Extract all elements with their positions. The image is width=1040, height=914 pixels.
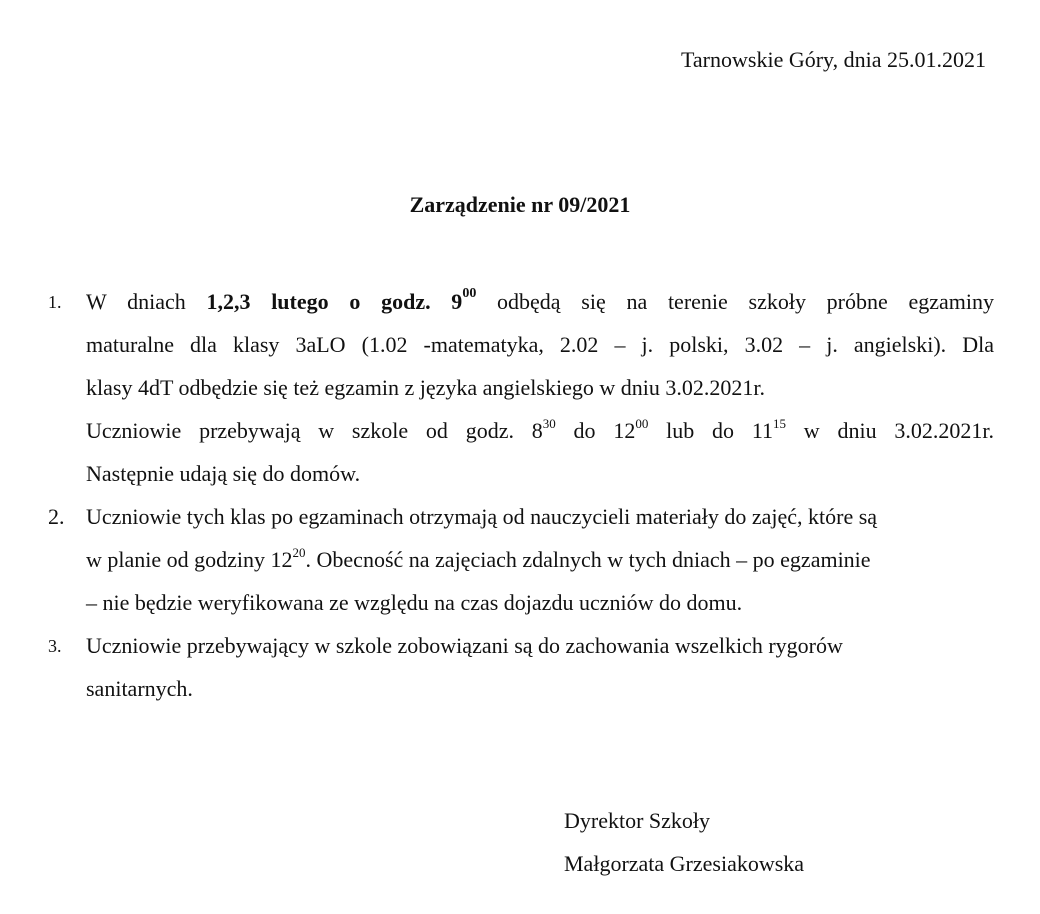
item-text [86,624,994,710]
text-fragment: lub do 11 [648,418,774,443]
item-text [86,495,994,624]
text-line: Następnie udają się do domów. [86,461,361,486]
text-line [86,538,994,581]
minute-superscript: 15 [773,416,787,431]
item-number: 2. [48,504,65,529]
minute-superscript: 30 [542,416,556,431]
item-number: 3. [48,636,62,656]
signatory-role: Dyrektor Szkoły [564,808,711,833]
text-line: sanitarnych. [86,676,193,701]
text-fragment: do 12 [555,418,636,443]
minute-superscript: 20 [292,545,306,560]
text-line: Uczniowie przebywający w szkole zobowiązani są do zachowania wszelkich rygorów [86,633,843,658]
signatory-name: Małgorzata Grzesiakowska [564,851,805,876]
text-fragment: Uczniowie przebywają w szkole od godz. 8 [86,418,543,443]
text-line [86,280,994,323]
minute-superscript: 00 [635,416,649,431]
list-item-2 [48,495,994,624]
document-title: Zarządzenie nr 09/2021 [409,192,631,217]
list-item-3 [48,624,994,710]
item-number: 1. [48,292,62,312]
item-text [86,280,994,495]
hour-superscript: 00 [462,286,477,301]
text-line [86,409,994,452]
text-line: – nie będzie weryfikowana ze względu na czas dojazdu uczniów do domu. [86,590,743,615]
text-fragment: w planie od godziny 12 [86,547,293,572]
text-fragment: . Obecność na zajęciach zdalnych w tych dniach – po egzaminie [305,547,871,572]
text-line: maturalne dla klasy 3aLO (1.02 -matematyka, 2.02 – j. polski, 3.02 – j. angielski). Dla [86,332,994,357]
signature-block [564,799,804,885]
text-fragment: W dniach [86,289,207,314]
text-fragment: odbędą się na terenie szkoły próbne egzaminy [476,289,995,314]
list-item-1 [48,280,994,495]
text-line: klasy 4dT odbędzie się też egzamin z języka angielskiego w dniu 3.02.2021r. [86,375,765,400]
ordinance-list [48,280,994,710]
text-fragment: w dniu 3.02.2021r. [786,418,994,443]
exam-dates: 1,2,3 lutego o godz. 9 [206,289,463,314]
text-line: Uczniowie tych klas po egzaminach otrzymają od nauczycieli materiały do zajęć, które są [86,504,878,529]
place-date: Tarnowskie Góry, dnia 25.01.2021 [681,47,986,72]
